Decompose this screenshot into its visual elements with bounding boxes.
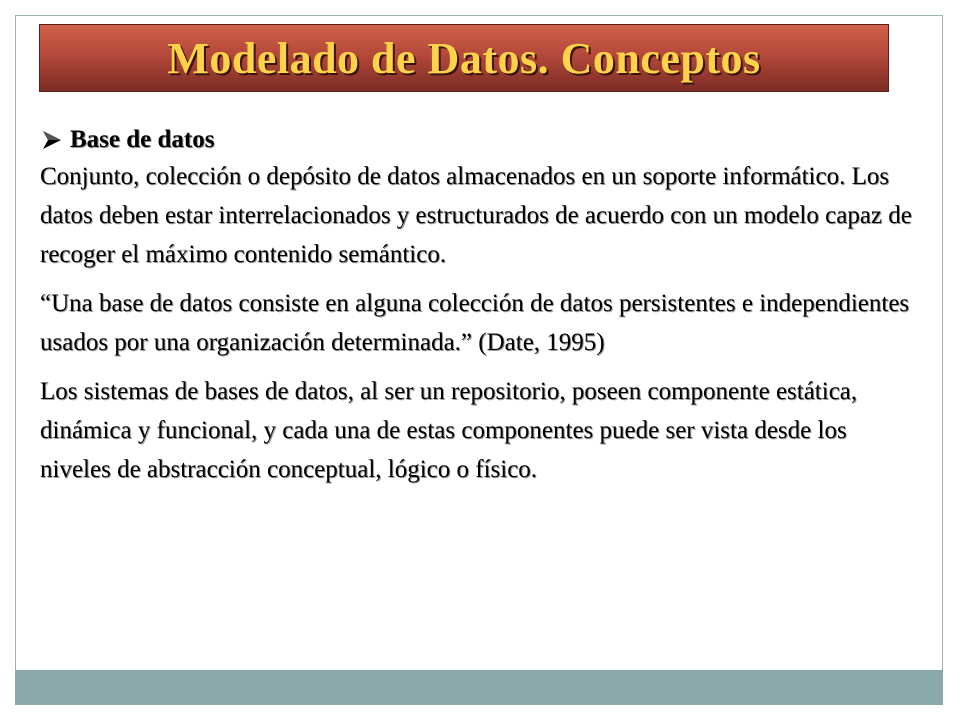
slide-content <box>40 125 920 499</box>
definition-paragraph: Conjunto, colección o depósito de datos almacenados en un soporte informático. Los datos deben estar interrelacionados y estructurados de acuerdo con un modelo capaz de recoger el máximo contenido semántico. <box>40 163 912 268</box>
arrow-bullet-icon <box>40 129 64 151</box>
footer-band <box>15 670 943 705</box>
bullet-item <box>40 125 920 155</box>
bullet-heading: Base de datos <box>70 126 215 153</box>
title-bar <box>39 24 889 92</box>
slide-title: Modelado de Datos. Conceptos <box>167 33 761 83</box>
components-paragraph: Los sistemas de bases de datos, al ser un repositorio, poseen componente estática, dinámica y funcional, y cada una de estas componentes puede ser vista desde los niveles de abstracción conceptual, lógico o físico. <box>40 378 858 483</box>
quote-paragraph: “Una base de datos consiste en alguna colección de datos persistentes e independientes usados por una organización determinada.” (Date, 1995) <box>40 290 910 356</box>
